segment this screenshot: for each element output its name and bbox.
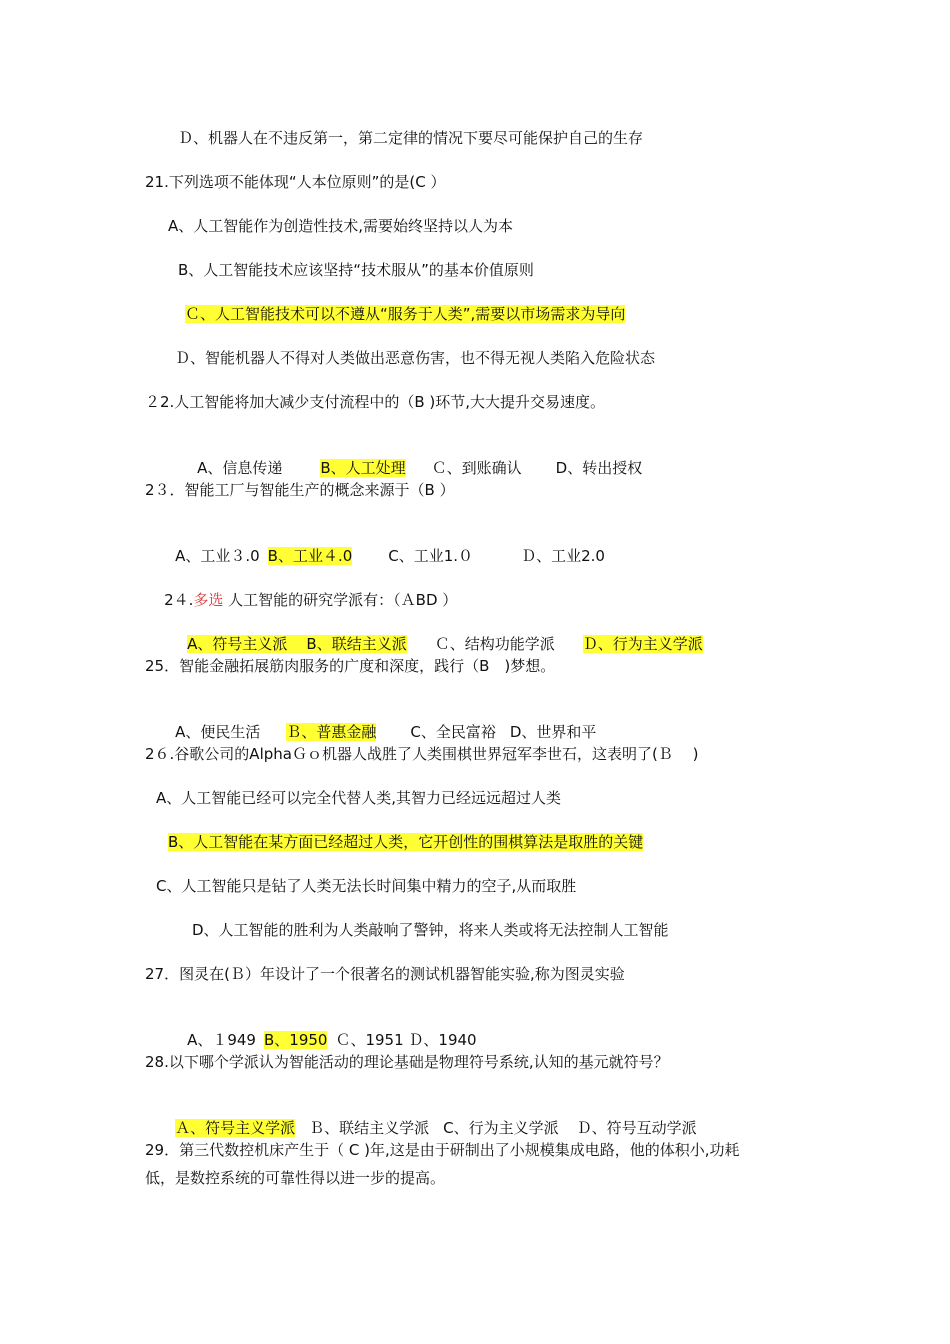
option-26-a: A、人工智能已经可以完全代替人类,其智力已经远远超过人类 (156, 789, 562, 807)
option-21-d: Ｄ、智能机器人不得对人类做出恶意伤害，也不得无视人类陷入危险状态 (175, 349, 656, 367)
option-27-a: A、１949 (187, 1031, 256, 1049)
question-25: 25．智能金融拓展筋肉服务的广度和深度，践行（B )梦想。 (145, 657, 556, 675)
option-25-d: D、世界和平 (509, 723, 597, 741)
option-25-b-answer: Ｂ、普惠金融 (286, 723, 377, 741)
option-23-d: Ｄ、工业2.0 (521, 547, 605, 565)
question-27: 27．图灵在(Ｂ）年设计了一个很著名的测试机器智能实验,称为图灵实验 (145, 965, 625, 983)
option-22-a: A、信息传递 (197, 459, 283, 477)
question-23: 2３．智能工厂与智能生产的概念来源于（B ） (145, 481, 455, 499)
question-21: 21.下列选项不能体现“人本位原则”的是(C ） (145, 173, 446, 191)
question-24-number: 2４. (164, 591, 194, 609)
option-27-b-answer: B、1950 (263, 1031, 328, 1049)
option-24-c: Ｃ、结构功能学派 (434, 635, 555, 653)
question-26: 2６.谷歌公司的AlphaＧｏ机器人战胜了人类围棋世界冠军李世石，这表明了(Ｂ ) (145, 745, 699, 763)
option-26-b-answer (168, 831, 643, 853)
option-22-d: D、转出授权 (555, 459, 643, 477)
option-28-d: Ｄ、符号互动学派 (576, 1119, 697, 1137)
option-27-cd: Ｃ、1951 Ｄ、1940 (335, 1031, 477, 1049)
answer-highlight: B、人工智能在某方面已经超过人类，它开创性的围棋算法是取胜的关键 (168, 833, 644, 851)
option-25-a: A、便民生活 (175, 723, 261, 741)
option-23-c: C、工业1.０ (388, 547, 474, 565)
option-21-a: A、人工智能作为创造性技术,需要始终坚持以人为本 (168, 217, 514, 235)
option-21-b: B、人工智能技术应该坚持“技术服从”的基本价值原则 (178, 261, 534, 279)
multiple-choice-tag: 多选 (193, 591, 224, 609)
option-28-c: C、行为主义学派 (443, 1119, 559, 1137)
option-28-a-answer: Ａ、符号主义学派 (175, 1119, 296, 1137)
question-29-line-1: 29．第三代数控机床产生于（ C )年,这是由于研制出了小规模集成电路，他的体积小,功耗 (145, 1141, 740, 1159)
question-28: 28.以下哪个学派认为智能活动的理论基础是物理符号系统,认知的基元就符号？ (145, 1053, 669, 1071)
option-21-c-answer (185, 303, 625, 325)
option-22-c: Ｃ、到账确认 (431, 459, 522, 477)
option-28-b: Ｂ、联结主义学派 (309, 1119, 430, 1137)
option-line: Ｄ、机器人在不违反第一，第二定律的情况下要尽可能保护自己的生存 (178, 129, 644, 147)
option-26-d: D、人工智能的胜利为人类敲响了警钟，将来人类或将无法控制人工智能 (192, 921, 669, 939)
option-25-c: C、全民富裕 (410, 723, 496, 741)
option-24-d-answer: Ｄ、行为主义学派 (582, 635, 703, 653)
option-22-b-answer: B、人工处理 (320, 459, 406, 477)
option-23-b-answer: B、工业４.0 (267, 547, 353, 565)
answer-highlight: Ｃ、人工智能技术可以不遵从“服务于人类”,需要以市场需求为导向 (185, 305, 626, 323)
option-24-ab-answer: A、符号主义派 B、联结主义派 (187, 635, 407, 653)
question-22: ２2.人工智能将加大减少支付流程中的（B )环节,大大提升交易速度。 (145, 393, 605, 411)
question-24-text: 人工智能的研究学派有：（ＡBD ） (223, 591, 458, 609)
question-29-line-2: 低，是数控系统的可靠性得以进一步的提高。 (145, 1169, 446, 1187)
option-26-c: C、人工智能只是钻了人类无法长时间集中精力的空子,从而取胜 (156, 877, 577, 895)
option-23-a: A、工业３.0 (175, 547, 260, 565)
